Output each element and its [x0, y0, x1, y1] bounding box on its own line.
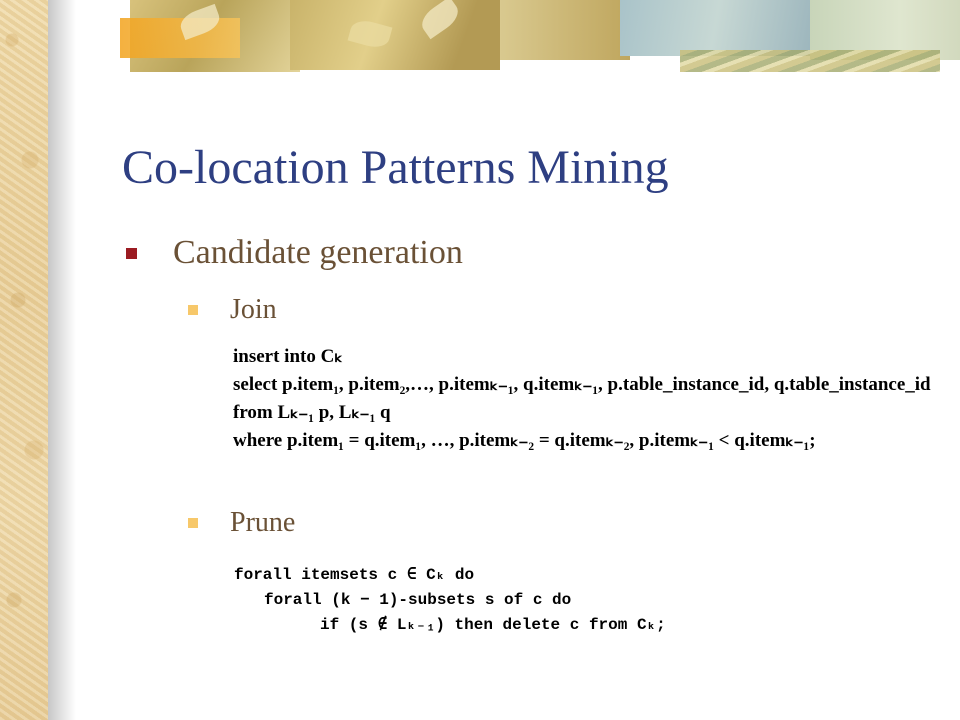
join-sql-block [233, 343, 931, 455]
prune-code-block [234, 563, 754, 638]
bullet-text: Candidate generation [173, 234, 463, 271]
square-bullet-icon [188, 305, 198, 315]
sql-line: where p.item₁ = q.item₁, …, p.itemₖ₋₂ = q.itemₖ₋₂, p.itemₖ₋₁ < q.itemₖ₋₁; [233, 430, 816, 451]
slide-title: Co-location Patterns Mining [122, 141, 669, 194]
sql-line: insert into Cₖ [233, 346, 343, 367]
square-bullet-icon [126, 248, 137, 259]
sql-line: from Lₖ₋₁ p, Lₖ₋₁ q [233, 402, 391, 423]
banner-leaf-panel [500, 0, 630, 60]
banner-leaf-panel [290, 0, 500, 70]
banner-grass-strip [680, 50, 940, 72]
bullet-candidate-generation [126, 234, 463, 272]
banner-blue-panel [620, 0, 810, 56]
code-line: forall itemsets c ∈ Cₖ do [234, 566, 475, 584]
sub-bullet-prune [188, 507, 295, 539]
sql-line: select p.item₁, p.item₂,…, p.itemₖ₋₁, q.itemₖ₋₁, p.table_instance_id, q.table_instance_id [233, 374, 931, 395]
sub-bullet-text: Join [230, 294, 277, 325]
decorative-banner [120, 0, 960, 80]
square-bullet-icon [188, 518, 198, 528]
parchment-border [0, 0, 48, 720]
code-line: if (s ∉ Lₖ₋₁) then delete c from Cₖ; [320, 616, 666, 634]
page-shadow [48, 0, 76, 720]
sub-bullet-text: Prune [230, 507, 296, 538]
sub-bullet-join [188, 294, 277, 326]
code-line: forall (k − 1)-subsets s of c do [264, 591, 572, 609]
